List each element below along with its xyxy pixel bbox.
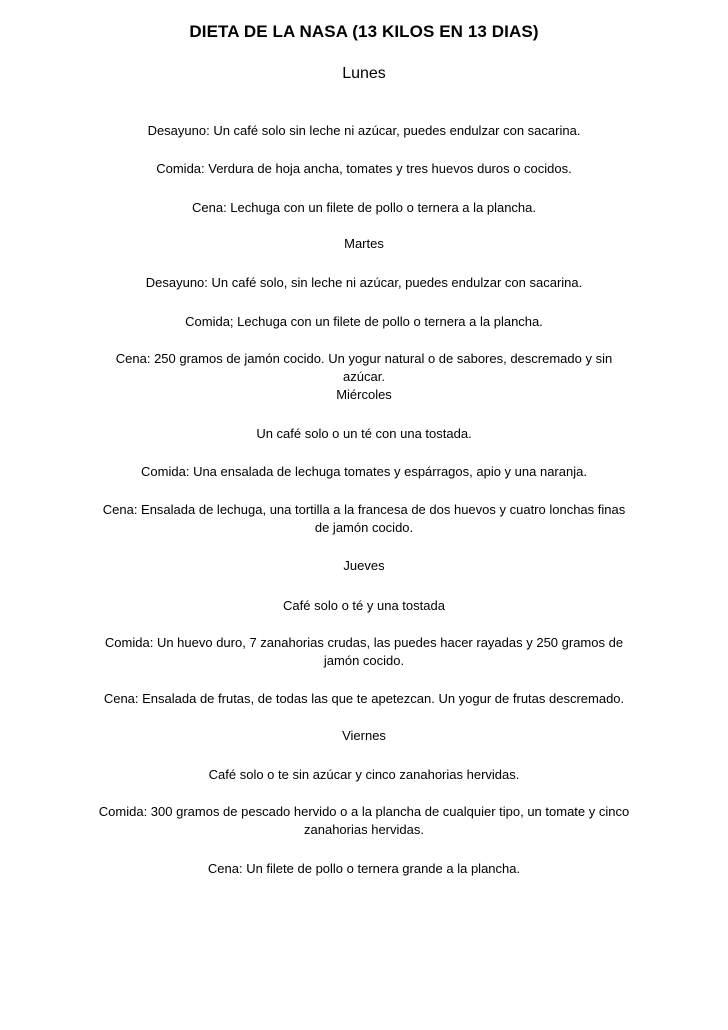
lunes-comida: Comida: Verdura de hoja ancha, tomates y tres huevos duros o cocidos. [156, 161, 572, 176]
miercoles-cena: Cena: Ensalada de lechuga, una tortilla a la francesa de dos huevos y cuatro lonchas finas de jamón cocido. [102, 502, 626, 535]
martes-comida: Comida; Lechuga con un filete de pollo o ternera a la plancha. [185, 314, 543, 329]
day-heading-martes: Martes [344, 236, 384, 251]
lunes-desayuno: Desayuno: Un café solo sin leche ni azúcar, puedes endulzar con sacarina. [147, 123, 581, 138]
martes-desayuno: Desayuno: Un café solo, sin leche ni azúcar, puedes endulzar con sacarina. [145, 275, 583, 290]
day-heading-lunes: Lunes [342, 65, 386, 82]
martes-cena: Cena: 250 gramos de jamón cocido. Un yogur natural o de sabores, descremado y sin azúcar. [115, 351, 613, 384]
lunes-cena: Cena: Lechuga con un filete de pollo o ternera a la plancha. [191, 200, 537, 215]
day-heading-jueves: Jueves [343, 558, 385, 573]
jueves-comida: Comida: Un huevo duro, 7 zanahorias crudas, las puedes hacer rayadas y 250 gramos de jamón cocido. [104, 635, 624, 668]
jueves-cena: Cena: Ensalada de frutas, de todas las que te apetezcan. Un yogur de frutas descremado. [103, 691, 625, 706]
jueves-desayuno: Café solo o té y una tostada [283, 598, 445, 613]
day-heading-viernes: Viernes [342, 728, 386, 743]
day-heading-miercoles: Miércoles [336, 387, 392, 402]
document-title: DIETA DE LA NASA (13 KILOS EN 13 DIAS) [189, 22, 539, 41]
miercoles-comida: Comida: Una ensalada de lechuga tomates y espárragos, apio y una naranja. [141, 464, 587, 479]
viernes-comida: Comida: 300 gramos de pescado hervido o a la plancha de cualquier tipo, un tomate y cinco zanahorias hervidas. [98, 804, 630, 837]
miercoles-desayuno: Un café solo o un té con una tostada. [256, 426, 472, 441]
viernes-desayuno: Café solo o te sin azúcar y cinco zanahorias hervidas. [208, 767, 520, 782]
viernes-cena: Cena: Un filete de pollo o ternera grande a la plancha. [207, 861, 521, 876]
